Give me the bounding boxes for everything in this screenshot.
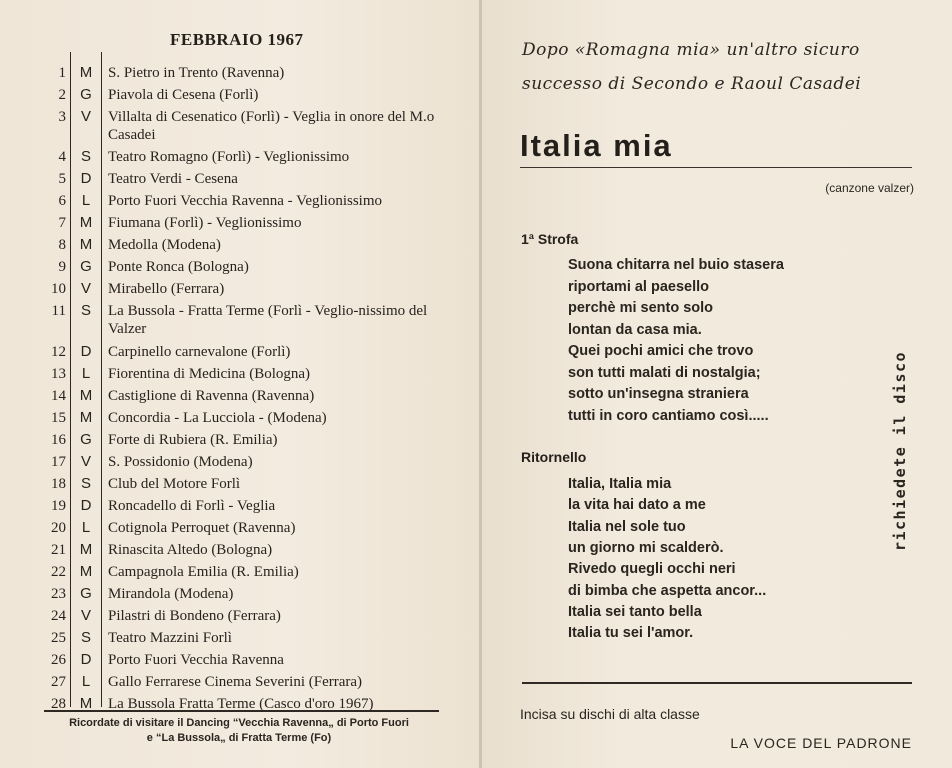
day-number: 5 [58,171,66,187]
lyric-line: Italia sei tanto bella [568,603,702,620]
day-number: 21 [51,542,66,558]
weekday-letter: L [81,365,91,382]
weekday-letter: D [80,343,92,360]
weekday-letter: V [80,453,91,470]
weekday-letter: L [81,519,91,536]
event-venue: Fiumana (Forlì) - Veglionissimo [108,215,302,231]
lyric-line: Quei pochi amici che trovo [568,343,754,359]
day-number: 7 [58,215,66,231]
chorus-heading: Ritornello [521,449,587,465]
lyric-line: Rivedo quegli occhi neri [568,561,736,578]
day-number: 15 [51,410,66,426]
event-venue: Teatro Mazzini Forlì [108,630,232,646]
day-number: 26 [51,652,66,668]
day-number: 8 [58,237,66,253]
weekday-letter: V [80,607,91,624]
weekday-letter: M [79,695,93,712]
lyric-line: tutti in coro cantiamo così..... [568,407,769,424]
weekday-letter: M [79,541,93,558]
record-label: LA VOCE DEL PADRONE [730,735,912,751]
song-title: Italia mia [520,128,673,163]
event-venue: Cotignola Perroquet (Ravenna) [108,520,296,536]
lyric-line: Italia nel sole tuo [568,518,686,535]
event-venue: Teatro Verdi - Cesena [108,171,238,187]
day-number: 13 [51,366,66,382]
calendar-divider-day [70,52,71,707]
calendar-divider-weekday [101,52,102,707]
event-venue: Villalta di Cesenatico (Forlì) - Veglia in onore del M.o Casadei [108,109,435,143]
footnote-line-1: Ricordate di visitare il Dancing “Vecchia Ravenna„ di Porto Fuori [69,717,409,729]
day-number: 10 [51,281,66,297]
day-number: 20 [51,520,66,536]
day-number: 1 [58,65,66,81]
day-number: 19 [51,498,66,514]
event-venue: Castiglione di Ravenna (Ravenna) [108,388,315,404]
event-venue: La Bussola - Fratta Terme (Forlì - Veglio-nissimo del Valzer [108,303,428,337]
event-venue: La Bussola Fratta Terme (Casco d'oro 1967) [108,696,374,712]
event-venue: Fiorentina di Medicina (Bologna) [108,366,311,382]
side-note [880,344,920,558]
weekday-letter: M [79,409,93,426]
day-number: 27 [51,674,66,690]
event-venue: Gallo Ferrarese Cinema Severini (Ferrara) [108,674,363,690]
lyric-line: son tutti malati di nostalgia; [568,364,761,381]
weekday-letter: M [79,387,93,404]
weekday-letter: M [79,236,93,253]
weekday-letter: V [80,280,91,297]
weekday-letter: D [80,170,92,187]
weekday-letter: G [80,431,92,448]
lyric-line: un giorno mi scalderò. [568,539,724,556]
event-venue: Carpinello carnevalone (Forlì) [108,344,291,360]
event-venue: Pilastri di Bondeno (Ferrara) [108,608,281,624]
event-venue: Campagnola Emilia (R. Emilia) [108,564,299,580]
day-number: 9 [58,259,66,275]
weekday-letter: G [80,86,92,103]
weekday-letter: L [81,192,91,209]
lyric-line: lontan da casa mia. [568,321,702,338]
weekday-letter: S [80,148,91,165]
recorded-on: Incisa su dischi di alta classe [520,706,700,722]
lyric-line: riportami al paesello [568,278,710,295]
event-venue: Piavola di Cesena (Forlì) [108,87,259,103]
bottom-rule [522,682,912,684]
event-venue: Teatro Romagno (Forlì) - Veglionissimo [108,149,350,165]
dancing-footnote [44,716,434,746]
weekday-letter: V [80,108,91,125]
weekday-letter: S [80,475,91,492]
event-venue: Concordia - La Lucciola - (Modena) [108,410,327,426]
lyric-line: sotto un'insegna straniera [568,386,749,402]
lyric-line: Italia tu sei l'amor. [568,625,694,642]
event-venue: Club del Motore Forlì [108,476,241,492]
month-heading: FEBBRAIO 1967 [170,30,304,49]
event-venue: Mirandola (Modena) [108,586,234,602]
lyric-line: perchè mi sento solo [568,300,714,316]
day-number: 4 [58,149,66,165]
weekday-letter: M [79,563,93,580]
weekday-letter: S [80,302,91,319]
day-number: 23 [51,586,66,602]
lyric-line: Italia, Italia mia [568,476,672,492]
event-venue: Mirabello (Ferrara) [108,281,225,297]
weekday-letter: L [81,673,91,690]
weekday-letter: S [80,629,91,646]
day-number: 12 [51,344,66,360]
day-number: 28 [51,696,66,712]
day-number: 14 [51,388,66,404]
event-venue: Ponte Ronca (Bologna) [108,259,249,275]
day-number: 24 [51,608,66,624]
weekday-letter: M [79,64,93,81]
day-number: 17 [51,454,66,470]
day-number: 2 [58,87,66,103]
verse-heading: 1ª Strofa [521,231,579,247]
day-number: 22 [51,564,66,580]
weekday-letter: D [80,497,92,514]
event-venue: Medolla (Modena) [108,237,221,253]
lyric-line: di bimba che aspetta ancor... [568,582,767,599]
intro-line-2: successo di Secondo e Raoul Casadei [522,74,862,94]
day-number: 11 [51,303,66,319]
day-number: 6 [58,193,66,209]
weekday-letter: M [79,214,93,231]
day-number: 18 [51,476,66,492]
title-rule [520,167,912,168]
event-venue: Roncadello di Forlì - Veglia [108,498,276,514]
weekday-letter: G [80,258,92,275]
weekday-letter: G [80,585,92,602]
weekday-letter: D [80,651,92,668]
lyric-line: la vita hai dato a me [568,497,706,514]
song-genre: (canzone valzer) [825,181,914,195]
footnote-line-2: e “La Bussola„ di Fratta Terme (Fo) [146,732,332,744]
event-venue: S. Possidonio (Modena) [108,454,253,470]
side-note-text: richiedete il disco [891,350,909,552]
day-number: 16 [51,432,66,448]
lyric-line: Suona chitarra nel buio stasera [568,257,784,273]
event-venue: Porto Fuori Vecchia Ravenna - Veglionissimo [108,193,382,209]
day-number: 25 [51,630,66,646]
intro-line-1: Dopo «Romagna mia» un'altro sicuro [522,40,860,60]
event-venue: S. Pietro in Trento (Ravenna) [108,65,285,81]
event-venue: Porto Fuori Vecchia Ravenna [108,652,284,668]
event-venue: Forte di Rubiera (R. Emilia) [108,432,278,448]
event-venue: Rinascita Altedo (Bologna) [108,542,273,558]
day-number: 3 [58,109,66,125]
